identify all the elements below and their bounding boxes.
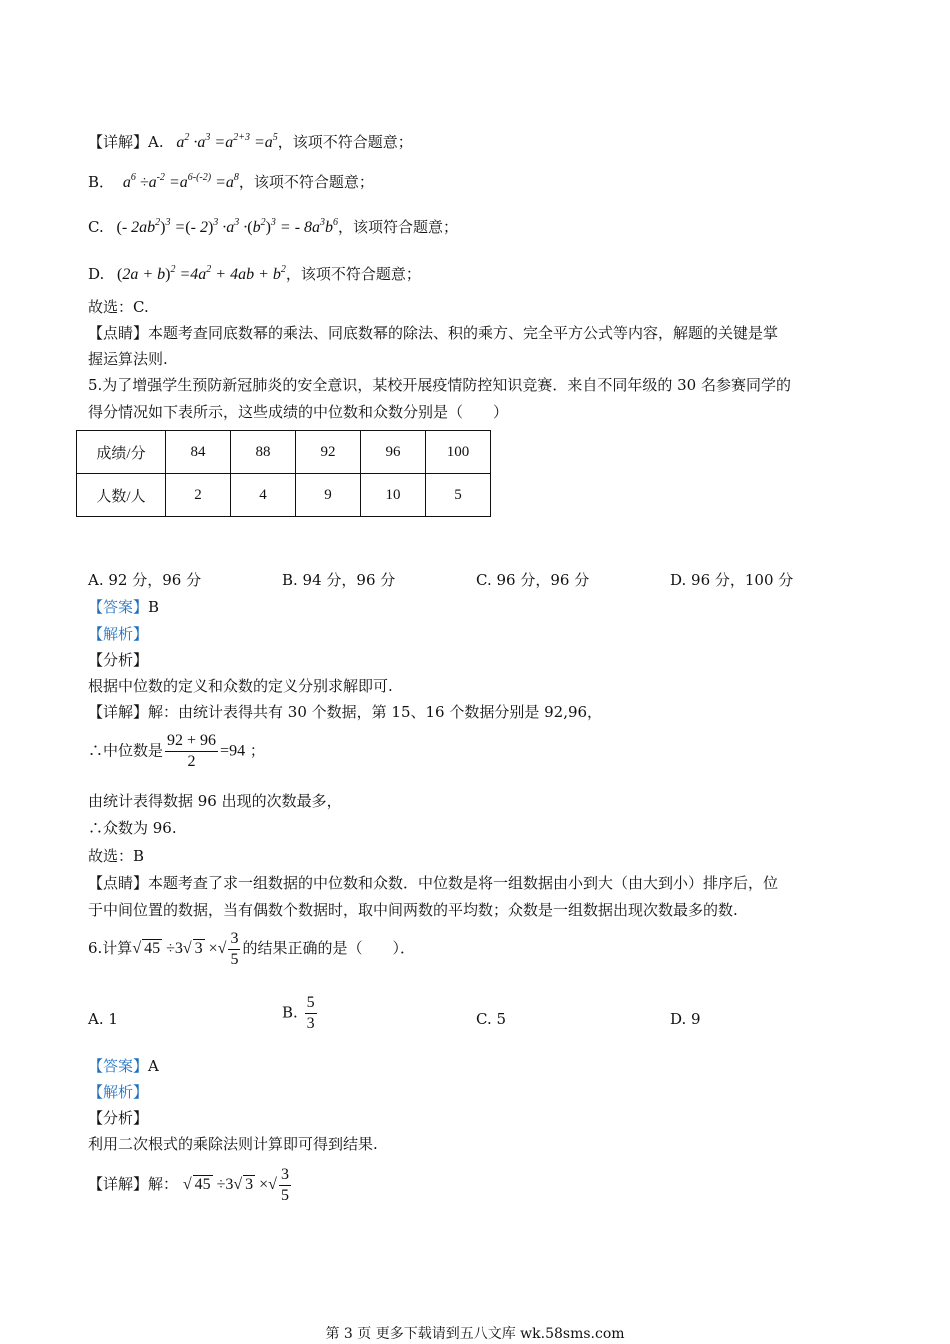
q5-answer: 【答案】B: [88, 598, 160, 616]
q4-comment-2: 握运算法则.: [88, 350, 168, 368]
q5-median: ∴中位数是 $\frac{92 + 96}{2}$ =94 ；: [88, 732, 265, 770]
q4-detail-c: C. (- $2ab^2)^3$ =(- $2)^3 \cdot a^3 \cdot(b^2)^3$ = - $8a^3b^6$，该项符合题意；: [88, 217, 459, 236]
q5-mode-2: ∴众数为 96.: [88, 819, 177, 837]
q4-c-formula: (- $2ab^2)^3$ =(- $2)^3 \cdot a^3 \cdot(b^2)^3$ = - $8a^3b^6$: [116, 217, 339, 236]
q6-option-b: B. $\frac{5}{3}$: [282, 994, 315, 1032]
q4-a-formula: $a^2 \cdot a^3 =a^{2+3} =a^5$: [168, 132, 278, 151]
q6-answer: 【答案】A: [88, 1057, 159, 1075]
q5-fenxi-tag: 【分析】: [88, 651, 149, 669]
q6-option-d: D. 9: [670, 1010, 701, 1028]
q4-comment-1: 【点睛】本题考查同底数幂的乘法、同底数幂的除法、积的乘方、完全平方公式等内容，解题的关键是掌: [88, 324, 779, 342]
q6-option-c: C. 5: [476, 1010, 507, 1028]
table-cell: 10: [361, 474, 426, 517]
q5-fenxi: 根据中位数的定义和众数的定义分别求解即可.: [88, 677, 393, 695]
q4-detail-d: D. $(2a + b)^2 =4a^2 + 4ab + b^2$，该项不符合题意；: [88, 264, 421, 283]
table-cell: 88: [231, 431, 296, 474]
page-footer: 第 3 页 更多下载请到五八文库 wk.58sms.com: [325, 1326, 625, 1342]
q6-analysis-tag: 【解析】: [88, 1083, 149, 1101]
q5-detail: 【详解】解：由统计表得共有 30 个数据，第 15、16 个数据分别是 92,96，: [88, 703, 603, 721]
q5-option-a: A. 92 分，96 分: [88, 571, 202, 589]
table-row: [77, 431, 491, 474]
table-cell: 2: [166, 474, 231, 517]
median-fraction: $\frac{92 + 96}{2}$: [167, 732, 217, 770]
q4-b-formula: $a^6 \div a^{-2} =a^{6-(-2)} =a^8$: [118, 172, 239, 191]
q6-expression: √ 45 ÷3√ 3 ×√ $\frac{3}{5}$: [132, 930, 239, 968]
table-cell: 84: [166, 431, 231, 474]
q5-option-c: C. 96 分，96 分: [476, 571, 590, 589]
q4-detail-a: 【详解】A. $a^2 \cdot a^3 =a^{2+3} =a^5$，该项不符合题意；: [88, 132, 413, 151]
table-cell: 96: [361, 431, 426, 474]
q5-option-d: D. 96 分，100 分: [670, 571, 794, 589]
table-header-cell: 人数/人: [77, 474, 166, 517]
q6-detail-expression: √ 45 ÷3√ 3 ×√ $\frac{3}{5}$: [182, 1166, 289, 1204]
table-cell: 9: [296, 474, 361, 517]
table-cell: 92: [296, 431, 361, 474]
q5-mode-1: 由统计表得数据 96 出现的次数最多，: [88, 792, 342, 810]
q5-option-b: B. 94 分，96 分: [282, 571, 396, 589]
table-cell: 5: [426, 474, 491, 517]
q5-comment-2: 于中间位置的数据，当有偶数个数据时，取中间两数的平均数；众数是一组数据出现次数最多的数.: [88, 901, 738, 919]
q5-comment-1: 【点睛】本题考查了求一组数据的中位数和众数．中位数是将一组数据由小到大（由大到小）排序后，位: [88, 874, 779, 892]
table-cell: 4: [231, 474, 296, 517]
q6-fenxi-tag: 【分析】: [88, 1109, 149, 1127]
q4-choice: 故选：C.: [88, 298, 149, 316]
q4-d-formula: $(2a + b)^2 =4a^2 + 4ab + b^2$: [117, 264, 286, 283]
table-cell: 100: [426, 431, 491, 474]
q5-stem-2: 得分情况如下表所示，这些成绩的中位数和众数分别是（ ）: [88, 403, 509, 421]
q5-score-table: [76, 430, 491, 517]
q4-detail-b: B． $a^6 \div a^{-2} =a^{6-(-2)} =a^8$，该项不符合题意；: [88, 172, 374, 191]
q6-fenxi: 利用二次根式的乘除法则计算即可得到结果.: [88, 1135, 378, 1153]
q5-choice: 故选：B: [88, 847, 145, 865]
q6-stem: 6.计算√ 45 ÷3√ 3 ×√ $\frac{3}{5}$ 的结果正确的是（ ）．: [88, 930, 415, 968]
q5-analysis-tag: 【解析】: [88, 625, 149, 643]
q5-stem-1: 5.为了增强学生预防新冠肺炎的安全意识，某校开展疫情防控知识竞赛．来自不同年级的 30 名参赛同学的: [88, 376, 791, 394]
q6-b-fraction: $\frac{5}{3}$: [306, 994, 315, 1032]
table-header-cell: 成绩/分: [77, 431, 166, 474]
table-row: [77, 474, 491, 517]
q6-detail: 【详解】解： √ 45 ÷3√ 3 ×√ $\frac{3}{5}$: [88, 1165, 293, 1206]
q6-option-a: A. 1: [88, 1010, 118, 1028]
